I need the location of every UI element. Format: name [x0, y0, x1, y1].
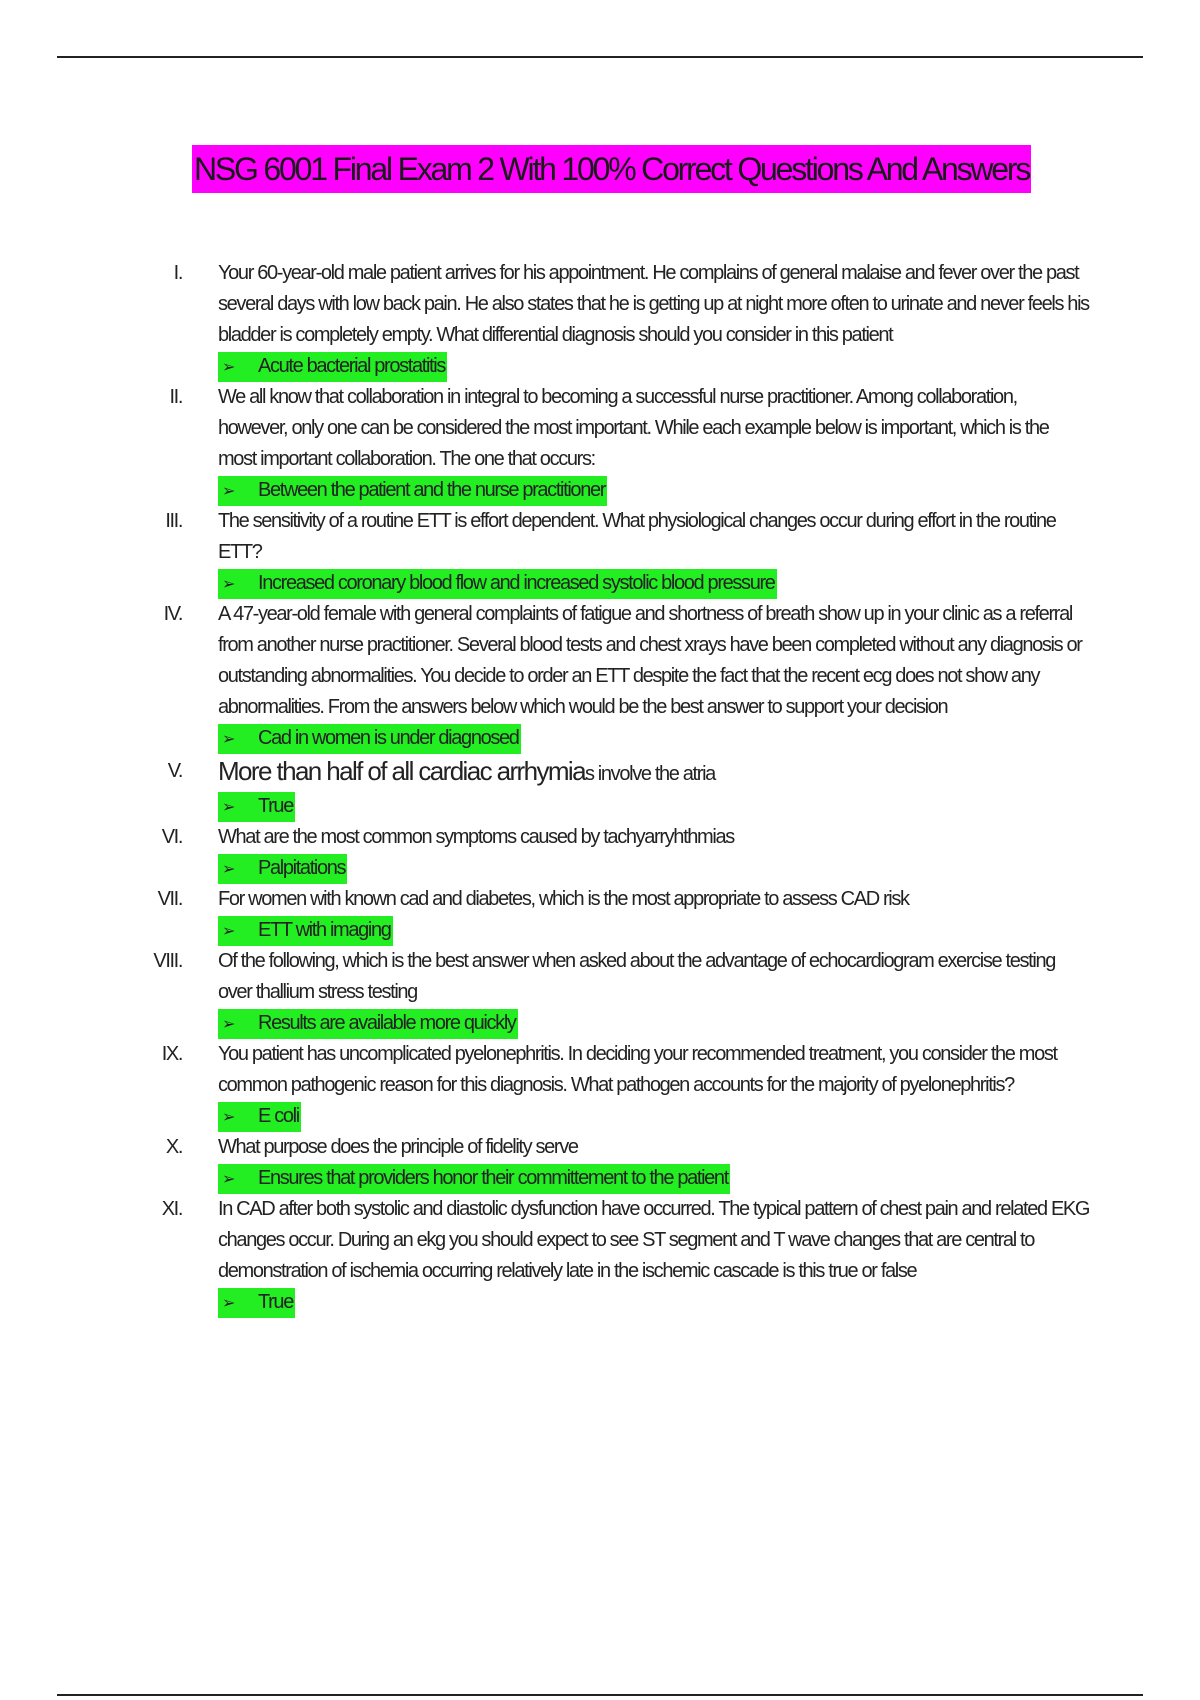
answer-text: Ensures that providers honor their committement to the patient	[258, 1167, 728, 1189]
answer-line	[218, 1163, 1200, 1194]
arrow-bullet-icon: ➢	[222, 483, 236, 500]
question-item	[0, 754, 1200, 822]
answer-highlight	[218, 476, 607, 506]
answer-text: Palpitations	[258, 857, 346, 879]
answer-line	[218, 723, 1200, 754]
title-container	[192, 145, 1080, 193]
answer-line	[218, 475, 1200, 506]
question-number: IX.	[161, 1043, 182, 1065]
answer-highlight	[218, 569, 777, 599]
question-number: IV.	[163, 603, 182, 625]
answer-text: Results are available more quickly	[258, 1012, 516, 1034]
question-text-large: More than half of all cardiac arrhymia	[218, 756, 585, 786]
answer-highlight	[218, 916, 393, 946]
question-number: VI.	[161, 826, 182, 848]
answer-highlight	[218, 724, 521, 754]
question-text: A 47-year-old female with general complaints of fatigue and shortness of breath show up in your clinic as a referral from another nurse practitioner. Several blood tests and chest xrays have been completed without any diagnosis or outstanding abnormalities. You decide to order an ETT despite the fact that the recent ecg does not show any abnormalities. From the answers below which would be the best answer to support your decision	[218, 603, 1082, 718]
arrow-bullet-icon: ➢	[222, 861, 236, 878]
question-text: We all know that collaboration in integral to becoming a successful nurse practitioner. Among collaboration, however, only one can be considered the most important. While each example below is important, which is the most important collaboration. The one that occurs:	[218, 386, 1049, 470]
arrow-bullet-icon: ➢	[222, 1016, 236, 1033]
answer-line	[218, 853, 1200, 884]
arrow-bullet-icon: ➢	[222, 731, 236, 748]
question-item	[0, 946, 1200, 1039]
answer-line	[218, 1101, 1200, 1132]
question-item	[0, 382, 1200, 506]
answer-text: ETT with imaging	[258, 919, 391, 941]
question-item	[0, 506, 1200, 599]
answer-highlight	[218, 352, 447, 382]
bottom-rule	[57, 1694, 1143, 1696]
question-list	[0, 258, 1200, 1318]
answer-text: Cad in women is under diagnosed	[258, 727, 519, 749]
answer-line	[218, 351, 1200, 382]
question-item	[0, 1194, 1200, 1318]
answer-text: E coli	[258, 1105, 299, 1127]
question-text	[218, 754, 1090, 791]
top-rule	[57, 56, 1143, 58]
question-item	[0, 1132, 1200, 1194]
answer-highlight	[218, 1009, 518, 1039]
arrow-bullet-icon: ➢	[222, 799, 236, 816]
arrow-bullet-icon: ➢	[222, 576, 236, 593]
question-item	[0, 599, 1200, 754]
question-text: What purpose does the principle of fidelity serve	[218, 1136, 578, 1158]
question-text: For women with known cad and diabetes, which is the most appropriate to assess CAD risk	[218, 888, 909, 910]
question-number: I.	[173, 262, 182, 284]
question-number: III.	[165, 510, 182, 532]
answer-line	[218, 568, 1200, 599]
question-item	[0, 822, 1200, 884]
answer-highlight	[218, 1102, 301, 1132]
question-item	[0, 1039, 1200, 1132]
answer-text: True	[258, 795, 293, 817]
arrow-bullet-icon: ➢	[222, 1295, 236, 1312]
question-text: You patient has uncomplicated pyelonephritis. In deciding your recommended treatment, you consider the most common pathogenic reason for this diagnosis. What pathogen accounts for the majority of pyelonephritis?	[218, 1043, 1057, 1096]
question-text: Your 60-year-old male patient arrives for his appointment. He complains of general malaise and fever over the past several days with low back pain. He also states that he is getting up at night more often to urinate and never feels his bladder is completely empty. What differential diagnosis should you consider in this patient	[218, 262, 1089, 346]
question-number: VII.	[157, 888, 182, 910]
answer-highlight	[218, 1288, 295, 1318]
document-title: NSG 6001 Final Exam 2 With 100% Correct Questions And Answers	[192, 145, 1031, 193]
question-item	[0, 258, 1200, 382]
question-text: What are the most common symptoms caused by tachyarryhthmias	[218, 826, 734, 848]
question-number: VIII.	[153, 950, 182, 972]
arrow-bullet-icon: ➢	[222, 923, 236, 940]
answer-line	[218, 1287, 1200, 1318]
question-number: XI.	[161, 1198, 182, 1220]
answer-highlight	[218, 854, 347, 884]
question-text-rest: s involve the atria	[584, 763, 715, 785]
answer-text: Between the patient and the nurse practitioner	[258, 479, 606, 501]
answer-line	[218, 791, 1200, 822]
answer-highlight	[218, 792, 295, 822]
answer-text: Acute bacterial prostatitis	[258, 355, 445, 377]
answer-text: True	[258, 1291, 293, 1313]
question-number: V.	[167, 760, 182, 782]
question-number: X.	[165, 1136, 182, 1158]
arrow-bullet-icon: ➢	[222, 1171, 236, 1188]
question-number: II.	[169, 386, 182, 408]
answer-highlight	[218, 1164, 730, 1194]
question-item	[0, 884, 1200, 946]
arrow-bullet-icon: ➢	[222, 1109, 236, 1126]
arrow-bullet-icon: ➢	[222, 359, 236, 376]
question-text: Of the following, which is the best answer when asked about the advantage of echocardiogram exercise testing over thallium stress testing	[218, 950, 1055, 1003]
answer-line	[218, 1008, 1200, 1039]
question-text: In CAD after both systolic and diastolic dysfunction have occurred. The typical pattern of chest pain and related EKG changes occur. During an ekg you should expect to see ST segment and T wave changes that are central to demonstration of ischemia occurring relatively late in the ischemic cascade is this true or false	[218, 1198, 1090, 1282]
answer-text: Increased coronary blood flow and increased systolic blood pressure	[258, 572, 775, 594]
answer-line	[218, 915, 1200, 946]
question-text: The sensitivity of a routine ETT is effort dependent. What physiological changes occur during effort in the routine ETT?	[218, 510, 1056, 563]
